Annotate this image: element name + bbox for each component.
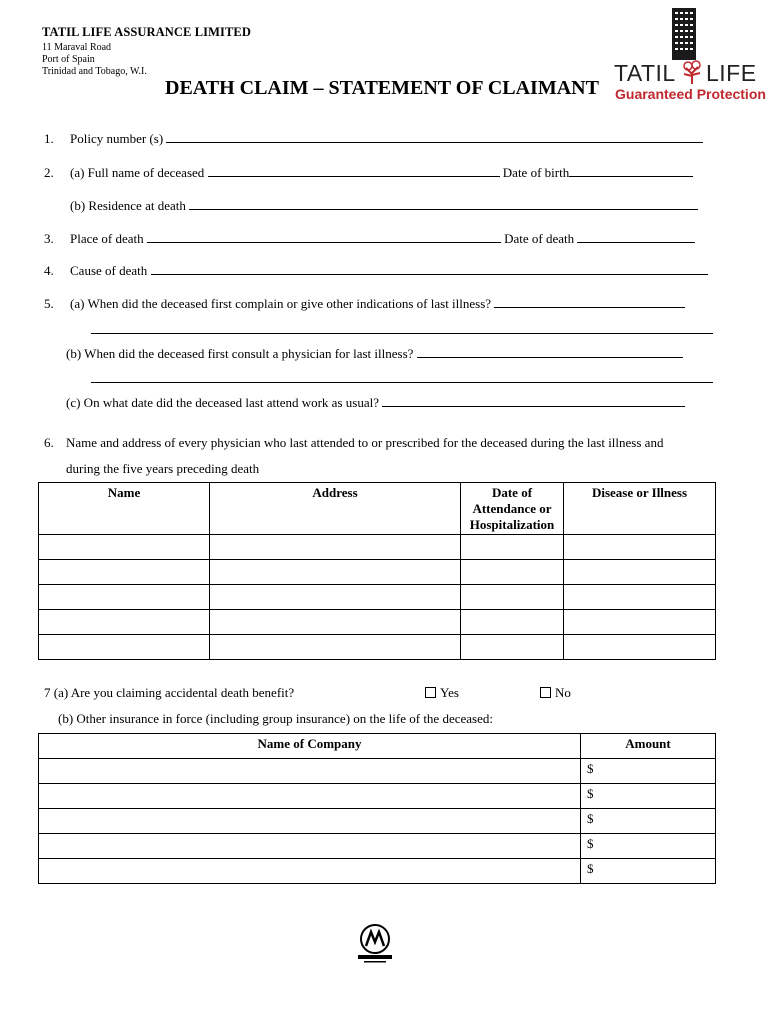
q5a-row [44,296,685,312]
policy-number-field[interactable] [166,131,703,143]
q5b-label: (b) When did the deceased first consult a physician for last illness? [66,346,414,361]
form-title: DEATH CLAIM – STATEMENT OF CLAIMANT [165,77,599,99]
yes-option[interactable] [425,685,459,701]
q5c-label: (c) On what date did the deceased last attend work as usual? [66,395,379,410]
q5-number: 5. [44,296,54,311]
q6-label-cont: during the five years preceding death [66,461,260,476]
q1-label: Policy number (s) [70,131,164,146]
no-option[interactable] [540,685,571,701]
q4-label: Cause of death [70,263,148,278]
col-header-company: Name of Company [39,734,581,759]
amount-cell[interactable]: $ [581,759,716,784]
tower-icon [670,8,698,60]
col-header-disease: Disease or Illness [564,483,716,535]
yes-label: Yes [440,685,459,700]
address-cell[interactable] [210,535,461,560]
logo-word-life: LIFE [706,60,757,86]
address-line-3: Trinidad and Tobago, W.I. [42,66,147,77]
q5a-field[interactable] [494,296,685,308]
table-row [39,834,716,859]
name-cell[interactable] [39,585,210,610]
company-cell[interactable] [39,859,581,884]
cause-of-death-field[interactable] [151,263,708,275]
amount-cell[interactable]: $ [581,859,716,884]
name-cell[interactable] [39,610,210,635]
col-header-name: Name [39,483,210,535]
date-cell[interactable] [461,585,564,610]
company-name: TATIL LIFE ASSURANCE LIMITED [42,25,251,39]
date-cell[interactable] [461,535,564,560]
address-line-1: 11 Maraval Road [42,42,112,53]
disease-cell[interactable] [564,585,716,610]
tree-icon [680,60,704,84]
col-header-date: Date of Attendance or Hospitalization [461,483,564,535]
stamp-logo-icon [352,922,398,964]
physician-table [38,482,716,660]
dob-label: Date of birth [502,165,570,180]
dod-field[interactable] [577,231,695,243]
table-row [39,635,716,660]
q1-row [44,131,703,147]
name-cell[interactable] [39,560,210,585]
table-row [39,784,716,809]
place-of-death-field[interactable] [147,231,501,243]
q5c-field[interactable] [382,395,685,407]
q2b-label: (b) Residence at death [70,198,186,213]
company-cell[interactable] [39,809,581,834]
logo-word-tatil: TATIL [614,60,676,86]
no-label: No [555,685,571,700]
address-cell[interactable] [210,635,461,660]
q2a-row [44,165,693,181]
address-cell[interactable] [210,610,461,635]
q5b-row [66,346,683,362]
col-header-address: Address [210,483,461,535]
disease-cell[interactable] [564,610,716,635]
disease-cell[interactable] [564,535,716,560]
q5a-label: (a) When did the deceased first complain or give other indications of last illness? [70,296,492,311]
q4-row [44,263,708,279]
q2-number: 2. [44,165,54,180]
q6-number: 6. [44,435,54,450]
q2b-row [70,198,698,214]
date-cell[interactable] [461,635,564,660]
table-row [39,759,716,784]
q7b-label: (b) Other insurance in force (including group insurance) on the life of the deceased: [58,711,493,726]
name-cell[interactable] [39,635,210,660]
q3-number: 3. [44,231,54,246]
disease-cell[interactable] [564,560,716,585]
q7a-label: 7 (a) Are you claiming accidental death benefit? [44,685,295,700]
logo-tagline: Guaranteed Protection [615,86,766,102]
table-row [39,859,716,884]
address-cell[interactable] [210,585,461,610]
company-cell[interactable] [39,834,581,859]
insurance-table [38,733,716,884]
q4-number: 4. [44,263,54,278]
residence-field[interactable] [189,198,698,210]
dob-field[interactable] [569,165,693,177]
q5a-field-continued[interactable] [91,332,713,334]
yes-checkbox[interactable] [425,687,436,698]
no-checkbox[interactable] [540,687,551,698]
col-header-amount: Amount [581,734,716,759]
address-line-2: Port of Spain [42,54,95,65]
table-row [39,535,716,560]
q3-label: Place of death [70,231,144,246]
company-cell[interactable] [39,784,581,809]
q5c-row [66,395,685,411]
amount-cell[interactable]: $ [581,834,716,859]
table-row [39,809,716,834]
address-cell[interactable] [210,560,461,585]
date-cell[interactable] [461,610,564,635]
dod-label: Date of death [504,231,575,246]
table-row [39,560,716,585]
q6-label: Name and address of every physician who last attended to or prescribed for the deceased during the last illness and [66,435,664,450]
company-cell[interactable] [39,759,581,784]
q2a-label: (a) Full name of deceased [70,165,205,180]
q1-number: 1. [44,131,54,146]
disease-cell[interactable] [564,635,716,660]
name-cell[interactable] [39,535,210,560]
q3-row [44,231,695,247]
amount-cell[interactable]: $ [581,784,716,809]
deceased-name-field[interactable] [208,165,500,177]
q5b-field[interactable] [417,346,683,358]
amount-cell[interactable]: $ [581,809,716,834]
q5b-field-continued[interactable] [91,381,713,383]
q6-row [44,435,663,451]
table-row [39,610,716,635]
table-row [39,585,716,610]
date-cell[interactable] [461,560,564,585]
